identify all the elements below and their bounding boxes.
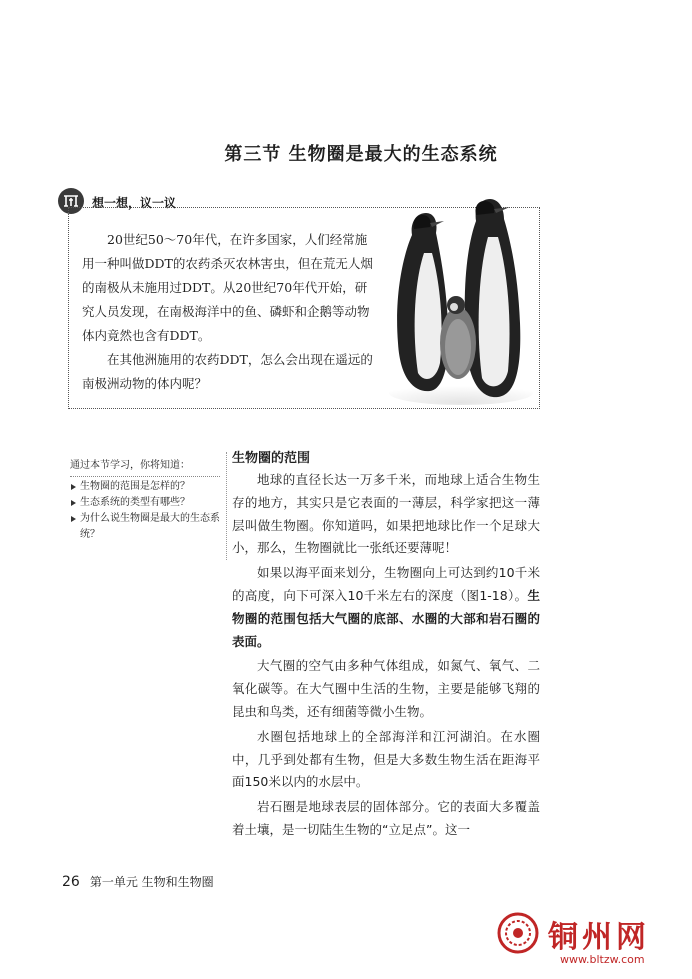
learning-goals-sidebar: [70, 458, 220, 543]
body-paragraph: 大气圈的空气由多种气体组成，如氮气、氧气、二氧化碳等。在大气圈中生活的生物，主要是能够飞翔的昆虫和鸟类，还有细菌等微小生物。: [232, 658, 540, 719]
page-title: 第三节 生物圈是最大的生态系统: [224, 144, 498, 165]
key-concept-text: 生物圈的范围包括大气圈的底部、水圈的大部和岩石圈的表面。: [232, 587, 540, 649]
learning-goal-item: 生态系统的类型有哪些？: [70, 495, 220, 511]
unit-title: 第一单元 生物和生物圈: [89, 875, 214, 889]
body-text: [232, 469, 540, 844]
page-footer: [62, 873, 214, 890]
body-paragraph: 地球的直径长达一万多千米，而地球上适合生物生存的地方，其实只是它表面的一薄层，科学家把这一薄层叫做生物圈。你知道吗，如果把地球比作一个足球大小，那么，生物圈就比一张纸还要薄呢！: [232, 472, 540, 556]
think-paragraph-2: 在其他洲施用的农药DDT，怎么会出现在遥远的南极洲动物的体内呢？: [82, 352, 373, 391]
page-number: 26: [62, 874, 80, 890]
body-paragraph: 水圈包括地球上的全部海洋和江河湖泊。在水圈中，几乎到处都有生物，但是大多数生物生活在距海平面150米以内的水层中。: [232, 728, 540, 790]
learning-goal-item: 生物圈的范围是怎样的？: [70, 479, 220, 495]
think-discuss-label: 想一想，议一议: [92, 196, 177, 210]
body-paragraph: 岩石圈是地球表层的固体部分。它的表面大多覆盖着土壤，是一切陆生生物的“立足点”。这一: [232, 799, 540, 837]
body-text-plain: 如果以海平面来划分，生物圈向上可达到约10千米的高度，向下可深入10千米左右的深度（图1-18）。: [232, 565, 540, 603]
watermark-site-name: 铜州网: [548, 920, 650, 955]
learning-goal-item: 为什么说生物圈是最大的生态系统？: [70, 511, 220, 543]
think-paragraph-1: 20世纪50～70年代，在许多国家，人们经常施用一种叫做DDT的农药杀灭农林害虫，但在荒无人烟的南极从未施用过DDT。从20世纪70年代开始，研究人员发现，在南极海洋中的鱼、磷虾和企鹅等动物体内竟然也含有DDT。: [82, 232, 373, 343]
sidebar-divider: [226, 452, 227, 560]
body-paragraph: [232, 562, 540, 653]
learning-goals-heading: 通过本节学习，你将知道：: [70, 458, 220, 477]
section-heading: 生物圈的范围: [232, 451, 311, 466]
penguin-photo: [386, 193, 536, 405]
think-discuss-text: [82, 228, 378, 396]
watermark-logo: [497, 912, 539, 954]
watermark-url: www.bltzw.com: [560, 953, 645, 966]
